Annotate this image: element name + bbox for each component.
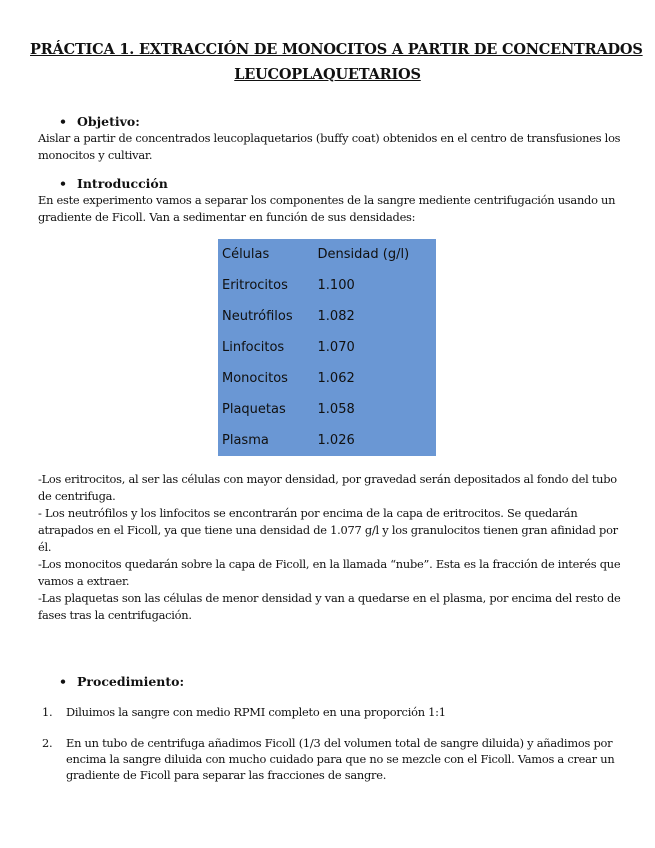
step-text <box>66 704 622 720</box>
table-header-row <box>218 239 436 270</box>
cell-type: Linfocitos <box>222 340 285 355</box>
table-row <box>218 332 436 363</box>
explanation-line: - Los neutrófilos y los linfocitos se encontrarán por encima de la capa de eritrocitos. Se quedarán <box>38 506 578 520</box>
title-line-1: PRÁCTICA 1. EXTRACCIÓN DE MONOCITOS A PARTIR DE CONCENTRADOS <box>30 41 643 58</box>
table-row <box>218 270 436 301</box>
step-line: encima la sangre diluida con mucho cuidado para que no se mezcle con el Ficoll. Vamos a crear un <box>66 752 615 766</box>
introduccion-line: gradiente de Ficoll. Van a sedimentar en función de sus densidades: <box>38 210 416 224</box>
step-number: 2. <box>42 736 53 750</box>
objetivo-line: monocitos y cultivar. <box>38 148 153 162</box>
explanation-line: fases tras la centrifugación. <box>38 608 192 622</box>
explanation-line: atrapados en el Ficoll, ya que tiene una densidad de 1.077 g/l y los granulocitos tienen gran afinidad por <box>38 523 618 537</box>
cell-type: Monocitos <box>222 371 288 386</box>
objetivo-paragraph <box>38 130 623 164</box>
cell-type: Eritrocitos <box>222 278 288 293</box>
procedimiento-heading-label: Procedimiento: <box>77 674 185 689</box>
table-header-cell: Células <box>222 247 270 262</box>
objetivo-heading-label: Objetivo: <box>77 114 140 129</box>
explanation-line: vamos a extraer. <box>38 574 130 588</box>
title-line-2: LEUCOPLAQUETARIOS <box>234 66 421 83</box>
cell-density: 1.062 <box>317 371 355 386</box>
cell-type: Plasma <box>222 433 269 448</box>
cell-density: 1.082 <box>317 309 355 324</box>
table-row <box>218 363 436 394</box>
introduccion-heading-label: Introducción <box>77 176 168 191</box>
cell-density: 1.100 <box>317 278 355 293</box>
explanation-line: -Los monocitos quedarán sobre la capa de Ficoll, en la llamada “nube”. Esta es la fracción de interés que <box>38 557 621 571</box>
table-row <box>218 425 436 456</box>
explanation-paragraph <box>38 471 623 624</box>
bullet-icon: • <box>59 176 67 191</box>
objetivo-line: Aislar a partir de concentrados leucoplaquetarios (buffy coat) obtenidos en el centro de transfusiones los <box>38 131 621 145</box>
cell-density: 1.070 <box>317 340 355 355</box>
table-header-cell: Densidad (g/l) <box>317 247 410 262</box>
explanation-line: -Las plaquetas son las células de menor densidad y van a quedarse en el plasma, por encima del resto de <box>38 591 621 605</box>
table-row <box>218 394 436 425</box>
introduccion-heading <box>59 176 168 191</box>
step-line: En un tubo de centrifuga añadimos Ficoll (1/3 del volumen total de sangre diluida) y añadimos por <box>66 736 613 750</box>
cell-density: 1.058 <box>317 402 355 417</box>
explanation-line: de centrifuga. <box>38 489 116 503</box>
step-line: Diluimos la sangre con medio RPMI completo en una proporción 1:1 <box>66 705 446 719</box>
explanation-line: él. <box>38 540 52 554</box>
cell-density: 1.026 <box>317 433 355 448</box>
cell-type: Plaquetas <box>222 402 286 417</box>
density-table <box>218 239 436 456</box>
step-line: gradiente de Ficoll para separar las fracciones de sangre. <box>66 768 387 782</box>
bullet-icon: • <box>59 674 67 689</box>
table-row <box>218 301 436 332</box>
introduccion-line: En este experimento vamos a separar los componentes de la sangre mediente centrifugación usando un <box>38 193 616 207</box>
step-text <box>66 735 622 783</box>
bullet-icon: • <box>59 114 67 129</box>
objetivo-heading <box>59 114 140 129</box>
introduccion-paragraph <box>38 192 623 226</box>
procedimiento-heading <box>59 674 184 689</box>
explanation-line: -Los eritrocitos, al ser las células con mayor densidad, por gravedad serán depositados al fondo del tubo <box>38 472 617 486</box>
cell-type: Neutrófilos <box>222 309 293 324</box>
step-number: 1. <box>42 705 53 719</box>
